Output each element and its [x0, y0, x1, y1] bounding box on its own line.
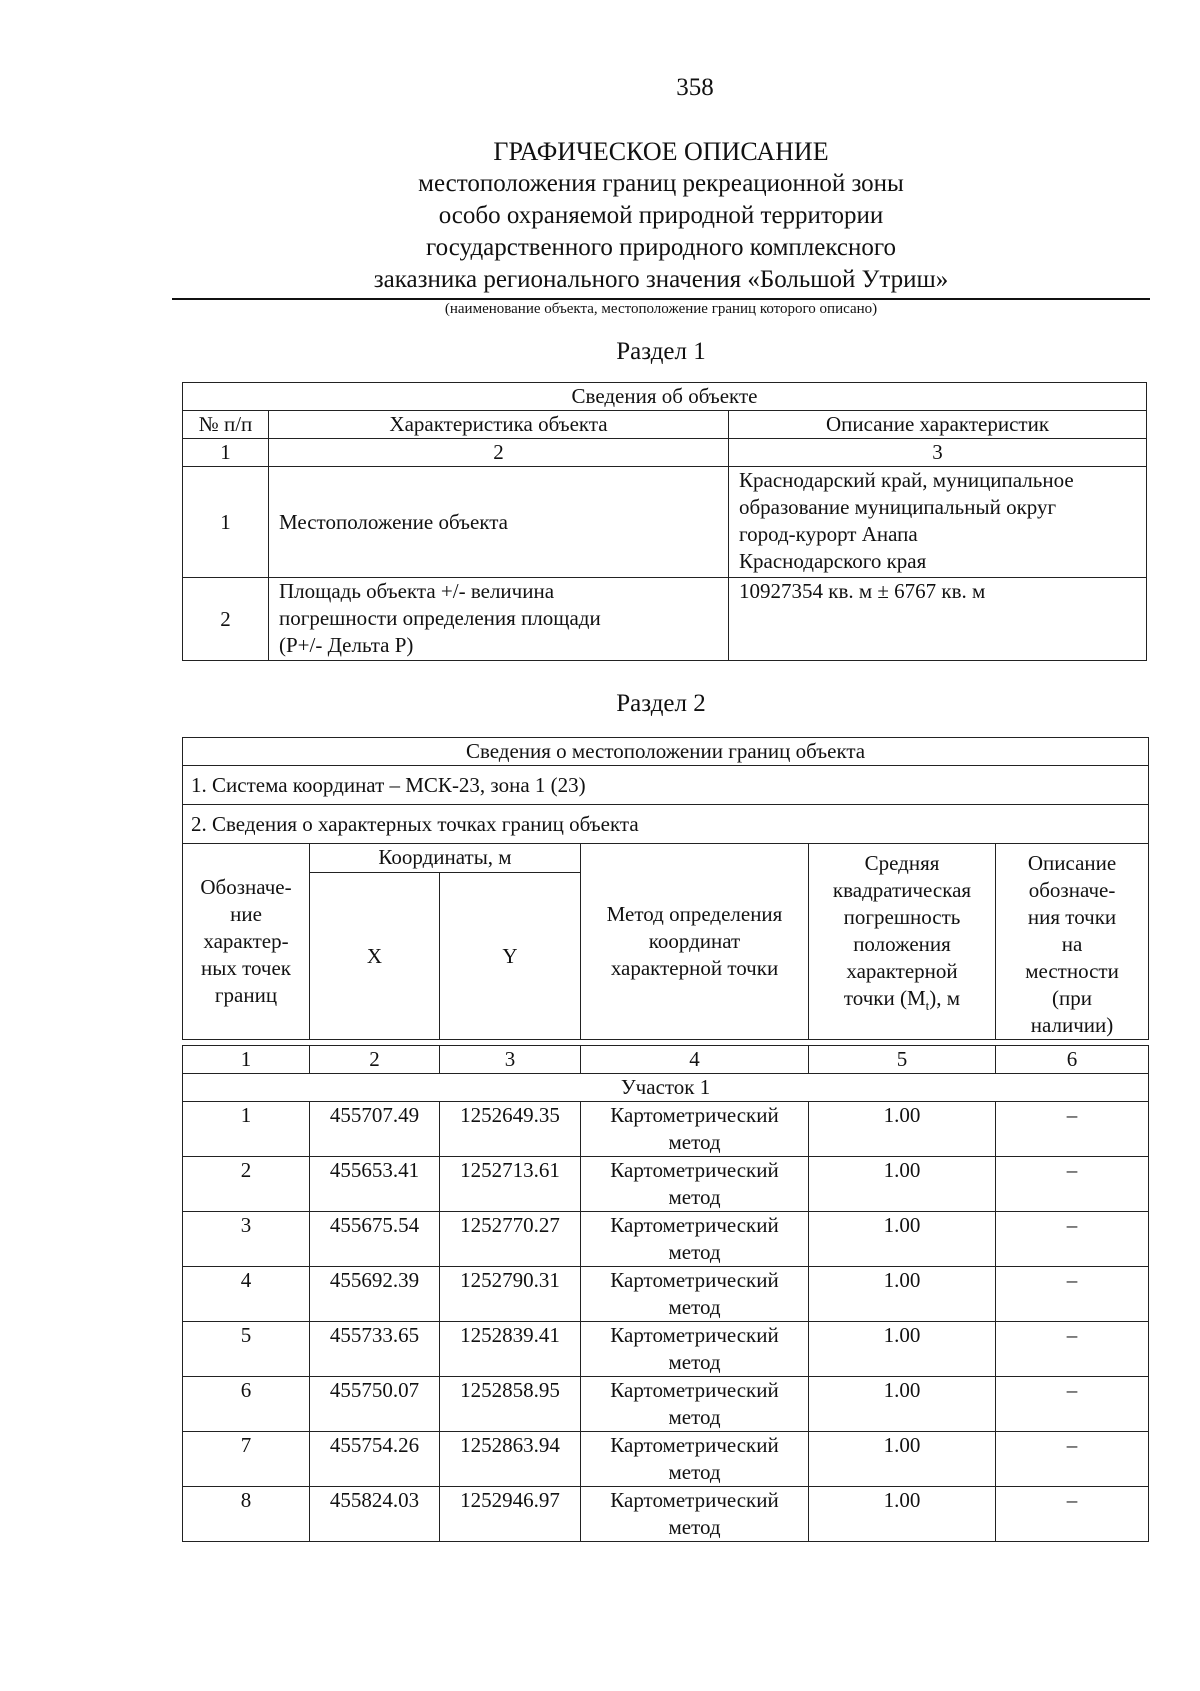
- point-error: 1.00: [809, 1212, 996, 1267]
- point-y: 1252946.97: [440, 1487, 581, 1542]
- point-error: 1.00: [809, 1377, 996, 1432]
- table-row: [183, 1377, 1149, 1432]
- point-description: –: [996, 1157, 1149, 1212]
- point-x: 455692.39: [310, 1267, 440, 1322]
- method-line: Картометрический: [610, 1488, 779, 1512]
- header-line: Метод определения: [606, 902, 783, 926]
- method-line: метод: [668, 1130, 721, 1154]
- header-line: характер-: [203, 929, 289, 953]
- point-x: 455754.26: [310, 1432, 440, 1487]
- table-row: [183, 1487, 1149, 1542]
- point-y: 1252858.95: [440, 1377, 581, 1432]
- point-description: –: [996, 1267, 1149, 1322]
- column-number: 1: [183, 1046, 310, 1074]
- points-title: 2. Сведения о характерных точках границ объекта: [183, 805, 1149, 844]
- header-line: погрешность: [843, 905, 961, 929]
- point-description: –: [996, 1102, 1149, 1157]
- object-info-table-title: Сведения об объекте: [183, 383, 1147, 411]
- point-method: [581, 1487, 809, 1542]
- header-line: на: [1061, 932, 1083, 956]
- boundary-points-table: [182, 737, 1149, 1542]
- point-x: 455824.03: [310, 1487, 440, 1542]
- point-x: 455733.65: [310, 1322, 440, 1377]
- header-line: местности: [1025, 959, 1119, 983]
- point-x: 455707.49: [310, 1102, 440, 1157]
- point-number: 7: [183, 1432, 310, 1487]
- table-row: [183, 578, 1147, 661]
- point-y: 1252770.27: [440, 1212, 581, 1267]
- method-line: Картометрический: [610, 1323, 779, 1347]
- header-text: , м: [936, 986, 961, 1010]
- point-description: –: [996, 1432, 1149, 1487]
- header-line: [809, 985, 995, 1019]
- table-row: [183, 1267, 1149, 1322]
- header-line: координат: [648, 929, 741, 953]
- boundary-table-title: Сведения о местоположении границ объекта: [183, 738, 1149, 766]
- point-error: 1.00: [809, 1432, 996, 1487]
- point-number: 2: [183, 1157, 310, 1212]
- header-x: X: [310, 873, 440, 1040]
- title-line-5: заказника регионального значения «Большой Утриш»: [373, 266, 949, 293]
- point-method: [581, 1432, 809, 1487]
- header-line: ния точки: [1027, 905, 1117, 929]
- header-line: ние: [230, 902, 262, 926]
- header-line: квадратическая: [832, 878, 972, 902]
- point-error: 1.00: [809, 1267, 996, 1322]
- point-rows: [183, 1102, 1149, 1542]
- row-description: 10927354 кв. м ± 6767 кв. м: [729, 578, 1147, 661]
- header-text: точки (M: [843, 986, 926, 1010]
- header-method: [581, 844, 809, 1040]
- point-x: 455750.07: [310, 1377, 440, 1432]
- point-method: [581, 1102, 809, 1157]
- header-line: характерной: [846, 959, 958, 983]
- method-line: Картометрический: [610, 1378, 779, 1402]
- header-line: наличии): [1030, 1013, 1114, 1037]
- method-line: метод: [668, 1460, 721, 1484]
- header-line: ных точек: [200, 956, 292, 980]
- point-description: –: [996, 1322, 1149, 1377]
- table-row: [183, 1322, 1149, 1377]
- header-num: № п/п: [183, 411, 269, 439]
- row-characteristic: [269, 578, 729, 661]
- header-description: Описание характеристик: [729, 411, 1147, 439]
- row-characteristic: Местоположение объекта: [269, 467, 729, 578]
- column-number: 6: [996, 1046, 1149, 1074]
- point-y: 1252863.94: [440, 1432, 581, 1487]
- point-method: [581, 1322, 809, 1377]
- point-y: 1252649.35: [440, 1102, 581, 1157]
- section-2-title: Раздел 2: [616, 690, 706, 717]
- row-number: 1: [183, 467, 269, 578]
- description-line: Краснодарского края: [739, 549, 927, 573]
- title-line-1: ГРАФИЧЕСКОЕ ОПИСАНИЕ: [493, 137, 829, 166]
- method-line: Картометрический: [610, 1268, 779, 1292]
- method-line: Картометрический: [610, 1158, 779, 1182]
- point-number: 8: [183, 1487, 310, 1542]
- point-y: 1252790.31: [440, 1267, 581, 1322]
- document-title: [0, 136, 1200, 296]
- header-error: [809, 844, 996, 1040]
- header-designation: [183, 844, 310, 1040]
- row-description: [729, 467, 1147, 578]
- method-line: метод: [668, 1240, 721, 1264]
- point-description: –: [996, 1212, 1149, 1267]
- row-number: 2: [183, 578, 269, 661]
- title-line-2: местоположения границ рекреационной зоны: [418, 170, 904, 197]
- point-error: 1.00: [809, 1157, 996, 1212]
- method-line: метод: [668, 1405, 721, 1429]
- method-line: Картометрический: [610, 1103, 779, 1127]
- title-underline: [172, 298, 1150, 300]
- section-1-title: Раздел 1: [616, 338, 706, 365]
- method-line: метод: [668, 1185, 721, 1209]
- title-line-4: государственного природного комплексного: [426, 234, 896, 261]
- point-y: 1252839.41: [440, 1322, 581, 1377]
- description-line: Краснодарский край, муниципальное: [739, 468, 1074, 492]
- point-method: [581, 1377, 809, 1432]
- header-line: границ: [214, 983, 278, 1007]
- title-caption: (наименование объекта, местоположение границ которого описано): [444, 301, 878, 317]
- plot-label: Участок 1: [183, 1074, 1149, 1102]
- header-text: ): [929, 986, 937, 1010]
- point-number: 1: [183, 1102, 310, 1157]
- title-line-3: особо охраняемой природной территории: [438, 202, 884, 229]
- column-number: 3: [440, 1046, 581, 1074]
- table-row: [183, 1212, 1149, 1267]
- method-line: метод: [668, 1350, 721, 1374]
- point-error: 1.00: [809, 1322, 996, 1377]
- header-line: Описание: [1027, 851, 1117, 875]
- point-method: [581, 1157, 809, 1212]
- point-description: –: [996, 1377, 1149, 1432]
- method-line: метод: [668, 1515, 721, 1539]
- point-error: 1.00: [809, 1487, 996, 1542]
- point-x: 455675.54: [310, 1212, 440, 1267]
- coord-system: 1. Система координат – МСК-23, зона 1 (23): [183, 766, 1149, 805]
- table-row: [183, 1432, 1149, 1487]
- object-info-table: [182, 382, 1147, 661]
- column-number: 2: [310, 1046, 440, 1074]
- table-row: [183, 1157, 1149, 1212]
- point-number: 3: [183, 1212, 310, 1267]
- point-number: 4: [183, 1267, 310, 1322]
- header-line: обозначе-: [1028, 878, 1116, 902]
- column-number: 2: [269, 439, 729, 467]
- header-point-description: [996, 844, 1149, 1040]
- characteristic-line: (P+/- Дельта P): [279, 633, 414, 657]
- header-line: Средняя: [864, 851, 940, 875]
- point-y: 1252713.61: [440, 1157, 581, 1212]
- header-y: Y: [440, 873, 581, 1040]
- column-number: 4: [581, 1046, 809, 1074]
- header-line: (при: [1052, 986, 1093, 1010]
- method-line: Картометрический: [610, 1433, 779, 1457]
- page-number: 358: [676, 74, 714, 101]
- description-line: образование муниципальный округ: [739, 495, 1057, 519]
- header-line: положения: [853, 932, 951, 956]
- header-characteristic: Характеристика объекта: [269, 411, 729, 439]
- header-line: Обозначе-: [200, 875, 292, 899]
- header-coords: Координаты, м: [310, 844, 581, 873]
- point-x: 455653.41: [310, 1157, 440, 1212]
- point-number: 6: [183, 1377, 310, 1432]
- characteristic-line: погрешности определения площади: [279, 606, 601, 630]
- point-error: 1.00: [809, 1102, 996, 1157]
- point-method: [581, 1267, 809, 1322]
- column-number: 5: [809, 1046, 996, 1074]
- header-subscript: t: [925, 998, 930, 1014]
- point-description: –: [996, 1487, 1149, 1542]
- column-number: 3: [729, 439, 1147, 467]
- method-line: метод: [668, 1295, 721, 1319]
- description-line: город-курорт Анапа: [739, 522, 918, 546]
- method-line: Картометрический: [610, 1213, 779, 1237]
- point-method: [581, 1212, 809, 1267]
- table-row: [183, 1102, 1149, 1157]
- table-row: [183, 467, 1147, 578]
- point-number: 5: [183, 1322, 310, 1377]
- column-number: 1: [183, 439, 269, 467]
- characteristic-line: Площадь объекта +/- величина: [279, 579, 555, 603]
- header-line: характерной точки: [610, 956, 779, 980]
